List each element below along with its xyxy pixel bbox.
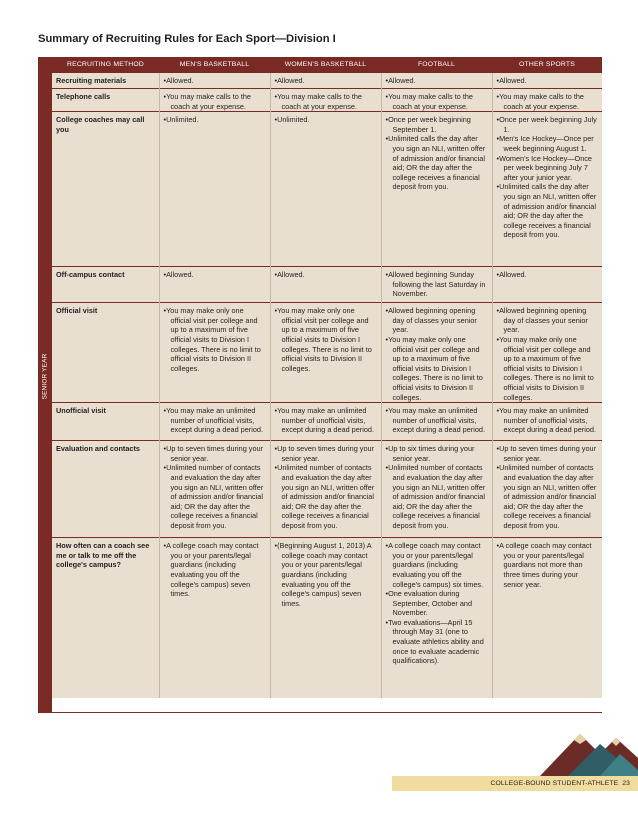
rule-item: • Unlimited calls the day after you sign an NLI, written offer of admission and/or financial aid; OR the day after the college receives a financial deposit from you.	[497, 182, 599, 240]
rule-list	[164, 406, 266, 435]
rule-list	[386, 406, 488, 435]
rule-cell-mens-basketball	[159, 403, 270, 441]
rule-list	[386, 270, 488, 299]
rule-list	[497, 541, 599, 589]
rule-list	[275, 270, 377, 280]
rule-item: • Allowed.	[497, 270, 599, 280]
rule-list	[164, 444, 266, 530]
rule-item: • You may make calls to the coach at your expense.	[275, 92, 377, 111]
rule-cell-womens-basketball	[270, 441, 381, 538]
rule-item: • You may make an unlimited number of unofficial visits, except during a dead period.	[164, 406, 266, 435]
senior-year-label: SENIOR YEAR	[41, 353, 49, 399]
rule-list	[497, 306, 599, 402]
rule-item: • You may make calls to the coach at your expense.	[386, 92, 488, 111]
rule-cell-mens-basketball	[159, 441, 270, 538]
recruiting-rules-table	[52, 57, 602, 698]
rule-list	[164, 76, 266, 86]
rule-cell-mens-basketball	[159, 538, 270, 698]
column-header-mens-basketball: MEN'S BASKETBALL	[159, 57, 270, 73]
column-header-football: FOOTBALL	[381, 57, 492, 73]
rule-item: • Women's Ice Hockey—Once per week beginning July 7 after your junior year.	[497, 154, 599, 183]
mountains-logo-icon	[540, 720, 638, 776]
rule-list	[497, 76, 599, 86]
table-row	[52, 403, 602, 441]
rule-item: • Allowed.	[164, 76, 266, 86]
rule-item: • Allowed.	[497, 76, 599, 86]
table-row	[52, 303, 602, 403]
rule-item: • You may make only one official visit per college and up to a maximum of five official visits to Division I colleges. There is no limit to official visits to Division II colleges.	[497, 335, 599, 402]
rule-item: • Once per week beginning September 1.	[386, 115, 488, 134]
rule-item: • Two evaluations—April 15 through May 31 (one to evaluate athletics ability and once to evaluate academic qualifications).	[386, 618, 488, 666]
rule-list	[275, 115, 377, 125]
rule-list	[164, 541, 266, 599]
rule-item: • You may make an unlimited number of unofficial visits, except during a dead period.	[497, 406, 599, 435]
senior-year-label-wrap	[38, 336, 52, 416]
rule-list	[164, 115, 266, 125]
page-number: 23	[622, 780, 630, 787]
rule-cell-other-sports	[492, 403, 602, 441]
table-row	[52, 112, 602, 267]
rule-cell-football	[381, 441, 492, 538]
rule-list	[275, 444, 377, 530]
rule-item: • Unlimited.	[275, 115, 377, 125]
rule-cell-football	[381, 538, 492, 698]
recruiting-method-cell: Unofficial visit	[52, 403, 159, 441]
rule-cell-womens-basketball	[270, 73, 381, 89]
rule-cell-womens-basketball	[270, 112, 381, 267]
recruiting-method-cell: Recruiting materials	[52, 73, 159, 89]
rule-item: • Allowed.	[275, 270, 377, 280]
rule-item: • A college coach may contact you or your parents/legal guardians (including evaluating you off the college's campus) seven times.	[164, 541, 266, 599]
rule-cell-womens-basketball	[270, 303, 381, 403]
rule-cell-womens-basketball	[270, 403, 381, 441]
rule-list	[164, 92, 266, 111]
rule-item: • A college coach may contact you or your parents/legal guardians not more than three times during your senior year.	[497, 541, 599, 589]
rule-cell-womens-basketball	[270, 267, 381, 303]
recruiting-method-cell: How often can a coach see me or talk to me off the college's campus?	[52, 538, 159, 698]
rule-list	[386, 306, 488, 402]
rule-item: • (Beginning August 1, 2013) A college coach may contact you or your parents/legal guardians (including evaluating you off the college's campus) seven times.	[275, 541, 377, 608]
table-row	[52, 538, 602, 698]
rule-list	[497, 444, 599, 530]
table-row	[52, 441, 602, 538]
rule-list	[275, 406, 377, 435]
rule-cell-other-sports	[492, 538, 602, 698]
recruiting-method-cell: Official visit	[52, 303, 159, 403]
rule-list	[497, 270, 599, 280]
rule-cell-football	[381, 89, 492, 112]
rule-item: • Unlimited calls the day after you sign an NLI, written offer of admission and/or financial aid; OR the day after the college receives a financial deposit from you.	[386, 134, 488, 192]
rule-list	[164, 270, 266, 280]
rule-cell-womens-basketball	[270, 89, 381, 112]
table-row	[52, 89, 602, 112]
rule-item: • Allowed beginning opening day of classes your senior year.	[497, 306, 599, 335]
rule-cell-other-sports	[492, 73, 602, 89]
recruiting-method-cell: Off-campus contact	[52, 267, 159, 303]
rule-list	[275, 76, 377, 86]
rule-cell-football	[381, 112, 492, 267]
rule-cell-other-sports	[492, 441, 602, 538]
column-header-womens-basketball: WOMEN'S BASKETBALL	[270, 57, 381, 73]
table-body	[52, 73, 602, 698]
footer-label: COLLEGE-BOUND STUDENT-ATHLETE	[490, 780, 619, 787]
rule-list	[386, 444, 488, 530]
rule-item: • Allowed beginning Sunday following the last Saturday in November.	[386, 270, 488, 299]
rule-list	[386, 92, 488, 111]
rule-list	[164, 306, 266, 373]
rule-item: • Unlimited number of contacts and evaluation the day after you sign an NLI, written offer of admission and/or financial aid; OR the day after the college receives a financial deposit from you.	[497, 463, 599, 530]
rule-list	[275, 92, 377, 111]
rule-item: • You may make only one official visit per college and up to a maximum of five official visits to Division I colleges. There is no limit to official visits to Division II colleges.	[164, 306, 266, 373]
rule-list	[386, 115, 488, 192]
rule-cell-mens-basketball	[159, 73, 270, 89]
rule-list	[497, 92, 599, 111]
column-header-method: RECRUITING METHOD	[52, 57, 159, 73]
table-bottom-rule	[38, 712, 602, 713]
rule-item: • You may make only one official visit per college and up to a maximum of five official visits to Division I colleges. There is no limit to official visits to Division II colleges.	[386, 335, 488, 402]
rule-item: • You may make an unlimited number of unofficial visits, except during a dead period.	[386, 406, 488, 435]
rule-item: • A college coach may contact you or your parents/legal guardians (including evaluating you off the college's campus) six times.	[386, 541, 488, 589]
rule-item: • Allowed.	[275, 76, 377, 86]
rule-item: • Up to six times during your senior year.	[386, 444, 488, 463]
recruiting-method-cell: Evaluation and contacts	[52, 441, 159, 538]
table-row	[52, 267, 602, 303]
page-title: Summary of Recruiting Rules for Each Sport—Division I	[38, 33, 336, 45]
rule-item: • One evaluation during September, October and November.	[386, 589, 488, 618]
table-row	[52, 73, 602, 89]
rule-item: • Allowed.	[386, 76, 488, 86]
rule-item: • You may make calls to the coach at your expense.	[497, 92, 599, 111]
recruiting-method-cell: College coaches may call you	[52, 112, 159, 267]
recruiting-method-cell: Telephone calls	[52, 89, 159, 112]
rule-item: • You may make calls to the coach at your expense.	[164, 92, 266, 111]
rule-list	[386, 76, 488, 86]
rule-list	[497, 115, 599, 240]
rule-item: • You may make an unlimited number of unofficial visits, except during a dead period.	[275, 406, 377, 435]
rule-cell-mens-basketball	[159, 112, 270, 267]
rule-cell-womens-basketball	[270, 538, 381, 698]
rule-cell-football	[381, 267, 492, 303]
rule-cell-other-sports	[492, 303, 602, 403]
rule-item: • Unlimited number of contacts and evaluation the day after you sign an NLI, written offer of admission and/or financial aid; OR the day after the college receives a financial deposit from you.	[275, 463, 377, 530]
rule-list	[275, 541, 377, 608]
rule-item: • Up to seven times during your senior year.	[275, 444, 377, 463]
header-row	[52, 57, 602, 73]
rule-cell-other-sports	[492, 267, 602, 303]
rule-cell-football	[381, 403, 492, 441]
rule-item: • Allowed beginning opening day of classes your senior year.	[386, 306, 488, 335]
rule-cell-mens-basketball	[159, 303, 270, 403]
rule-list	[275, 306, 377, 373]
rule-cell-football	[381, 73, 492, 89]
rule-item: • Once per week beginning July 1.	[497, 115, 599, 134]
rule-item: • You may make only one official visit per college and up to a maximum of five official visits to Division I colleges. There is no limit to official visits to Division II colleges.	[275, 306, 377, 373]
rule-cell-mens-basketball	[159, 89, 270, 112]
rule-item: • Men's Ice Hockey—Once per week beginning August 1.	[497, 134, 599, 153]
rule-cell-football	[381, 303, 492, 403]
rule-list	[386, 541, 488, 666]
footer-band	[392, 776, 638, 791]
column-header-other-sports: OTHER SPORTS	[492, 57, 602, 73]
rule-item: • Unlimited.	[164, 115, 266, 125]
rule-item: • Unlimited number of contacts and evaluation the day after you sign an NLI, written offer of admission and/or financial aid; OR the day after the college receives a financial deposit from you.	[164, 463, 266, 530]
rule-cell-mens-basketball	[159, 267, 270, 303]
rule-item: • Up to seven times during your senior year.	[164, 444, 266, 463]
rule-cell-other-sports	[492, 112, 602, 267]
rule-item: • Up to seven times during your senior year.	[497, 444, 599, 463]
rule-item: • Unlimited number of contacts and evaluation the day after you sign an NLI, written offer of admission and/or financial aid; OR the day after the college receives a financial deposit from you.	[386, 463, 488, 530]
rule-list	[497, 406, 599, 435]
rule-item: • Allowed.	[164, 270, 266, 280]
rule-cell-other-sports	[492, 89, 602, 112]
